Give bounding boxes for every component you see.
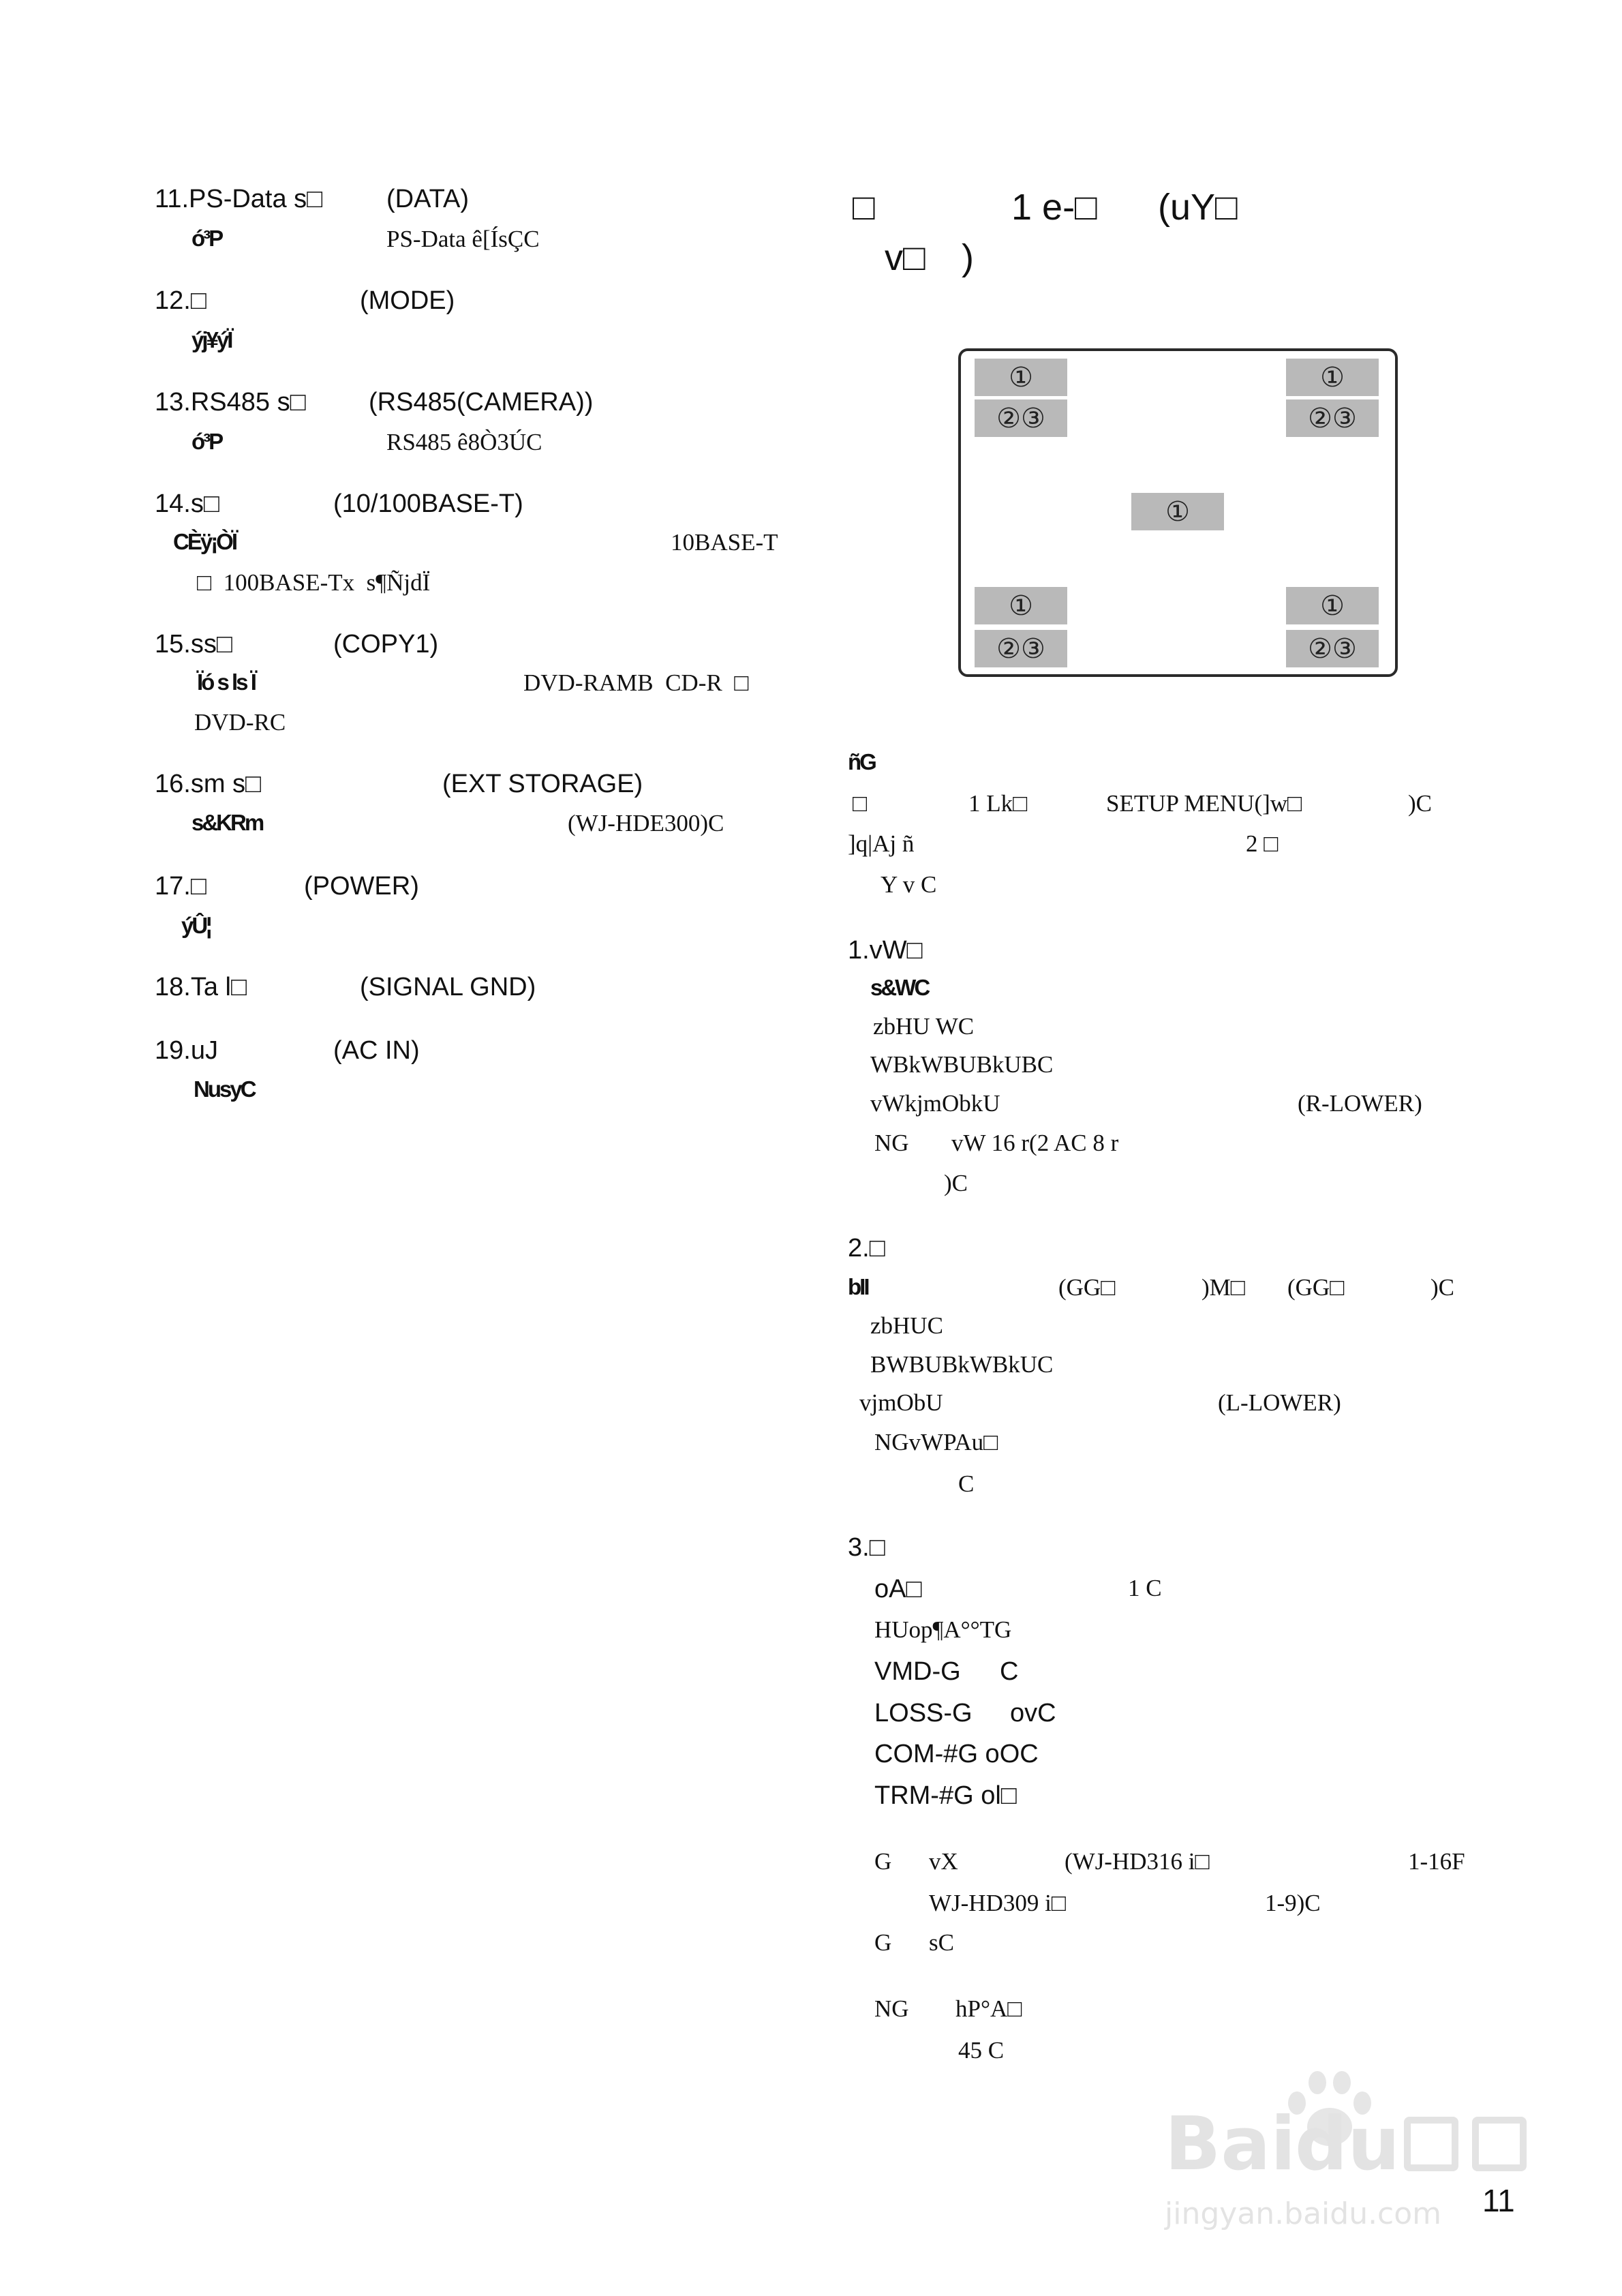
intro-heading: ñG: [848, 749, 875, 774]
item-16-desc: s&KRm: [192, 810, 263, 835]
item-11-heading: 11.PS-Data s□: [155, 185, 323, 213]
item-13-heading: 13.RS485 s□: [155, 388, 306, 417]
top-right-label-23: ②③: [1286, 399, 1379, 437]
trm-item: TRM-#G ol□: [874, 1781, 1017, 1810]
item-18-heading: 18.Ta l□: [155, 973, 247, 1001]
note-1-b: vX: [929, 1848, 958, 1875]
watermark-jingyan-logo: [1404, 2110, 1533, 2178]
section-1-line1: s&WC: [870, 975, 929, 1000]
section-3-line1-b: 1 C: [1128, 1575, 1162, 1601]
bottom-right-label-1: ①: [1286, 587, 1379, 624]
section-2-heading: 2.□: [848, 1234, 885, 1263]
section-1-line6: )C: [944, 1170, 968, 1196]
section-2-line4-a: vjmObU: [859, 1389, 943, 1416]
watermark-brand-a: Bai: [1165, 2102, 1296, 2187]
note-3-b: sC: [929, 1929, 954, 1956]
section-2-line1-a: bII: [848, 1274, 868, 1299]
note-4-b: hP°A□: [955, 1995, 1022, 2022]
intro-line3-b: 2 □: [1246, 830, 1279, 857]
section-3-line1-a: oA□: [874, 1575, 922, 1603]
section-3-heading: 3.□: [848, 1533, 885, 1562]
section-2-line6: C: [958, 1470, 975, 1497]
note-3-a: G: [874, 1929, 892, 1956]
note-1-d: 1-16F: [1408, 1848, 1465, 1875]
top-left-label-23: ②③: [975, 399, 1067, 437]
item-14-desc: CÈÿ¡ÒÏ: [173, 529, 236, 554]
item-15-desc-detail: DVD-RAMB CD-R □: [523, 669, 749, 696]
section-1-line2: zbHU WC: [873, 1013, 975, 1040]
item-15-desc: Ïó s ls Ï: [197, 669, 255, 695]
com-item: COM-#G oOC: [874, 1740, 1039, 1768]
intro-line2-a: □: [853, 790, 868, 817]
intro-line2-d: )C: [1408, 790, 1432, 817]
vmd-item: VMD-G: [874, 1657, 961, 1686]
top-left-label-1: ①: [975, 359, 1067, 396]
note-4-a: NG: [874, 1995, 909, 2022]
bottom-right-label-23: ②③: [1286, 630, 1379, 667]
section-1-line4-b: (R-LOWER): [1298, 1090, 1422, 1117]
watermark-brand-b: du: [1295, 2102, 1401, 2187]
item-11-desc-detail: PS-Data ê[ÍsÇC: [386, 226, 540, 252]
vmd-item-desc: C: [1000, 1657, 1019, 1686]
item-17-heading: 17.□: [155, 872, 206, 901]
section-title-part-b: 1 e-□: [1011, 187, 1097, 228]
item-12-heading: 12.□: [155, 286, 206, 315]
section-2-line3: BWBUBkWBkUC: [870, 1351, 1054, 1378]
top-right-label-1: ①: [1286, 359, 1379, 396]
item-15-tag: (COPY1): [333, 630, 439, 659]
item-13-desc-detail: RS485 ê8Ò3ÚC: [386, 429, 542, 455]
section-2-line1-b: (GG□: [1058, 1274, 1116, 1301]
item-11-tag: (DATA): [386, 185, 470, 213]
note-5: 45 C: [958, 2037, 1005, 2064]
note-1-c: (WJ-HD316 i□: [1065, 1848, 1210, 1875]
item-19-desc: NusyC: [194, 1076, 255, 1102]
item-14-tag: (10/100BASE-T): [333, 489, 523, 518]
item-11-desc: ó³P: [192, 226, 222, 251]
section-title-part-c: (uY□: [1158, 187, 1238, 228]
item-15-desc-line3: DVD-RC: [194, 709, 286, 736]
intro-line3-a: ]q|Aj ñ: [848, 830, 915, 857]
section-2-line1-e: )C: [1430, 1274, 1454, 1301]
section-title-close-paren: ): [962, 237, 974, 278]
section-2-line5: NGvWPAu□: [874, 1429, 998, 1455]
section-2-line2: zbHUC: [870, 1312, 943, 1339]
section-1-line3: WBkWBUBkUBC: [870, 1051, 1054, 1078]
item-19-heading: 19.uJ: [155, 1036, 218, 1065]
loss-item-desc: ovC: [1010, 1699, 1056, 1727]
watermark-url: jingyan.baidu.com: [1165, 2196, 1442, 2231]
note-2-b: 1-9)C: [1265, 1890, 1321, 1916]
section-1-line4-a: vWkjmObkU: [870, 1090, 1000, 1117]
item-17-tag: (POWER): [304, 872, 419, 901]
screen-layout-diagram: [958, 348, 1398, 677]
item-12-tag: (MODE): [360, 286, 455, 315]
section-1-line5-b: vW 16 r(2 AC 8 r: [951, 1130, 1119, 1156]
center-label-1: ①: [1131, 493, 1224, 530]
section-2-line1-c: )M□: [1202, 1274, 1245, 1301]
item-12-desc: ýj¥ýÏ: [192, 327, 232, 352]
item-19-tag: (AC IN): [333, 1036, 420, 1065]
bottom-left-label-1: ①: [975, 587, 1067, 624]
section-2-line1-d: (GG□: [1287, 1274, 1345, 1301]
item-17-desc: ýÛ¦: [181, 913, 211, 938]
intro-line2-b: 1 Lk□: [968, 790, 1028, 817]
section-title-line2: v□: [885, 237, 925, 278]
intro-line4: Y v C: [881, 871, 937, 898]
note-1-a: G: [874, 1848, 892, 1875]
item-15-heading: 15.ss□: [155, 630, 232, 659]
section-1-line5-a: NG: [874, 1130, 909, 1156]
section-title-part-a: □: [853, 187, 875, 228]
item-16-desc-detail: (WJ-HDE300)C: [568, 810, 724, 836]
item-14-heading: 14.s□: [155, 489, 219, 518]
note-2-a: WJ-HD309 i□: [929, 1890, 1066, 1916]
section-1-heading: 1.vW□: [848, 936, 923, 965]
item-16-tag: (EXT STORAGE): [442, 770, 643, 798]
item-14-desc-line3: □ 100BASE-Tx s¶ÑjdÏ: [197, 569, 431, 596]
page-number: 11: [1482, 2183, 1515, 2218]
loss-item: LOSS-G: [874, 1699, 973, 1727]
item-18-tag: (SIGNAL GND): [360, 973, 536, 1001]
item-13-tag: (RS485(CAMERA)): [369, 388, 594, 417]
item-13-desc: ó³P: [192, 429, 222, 454]
intro-line2-c: SETUP MENU(]w□: [1106, 790, 1302, 817]
bottom-left-label-23: ②③: [975, 630, 1067, 667]
item-14-desc-detail: 10BASE-T: [671, 529, 778, 556]
section-3-line2: HUop¶A°°TG: [874, 1616, 1012, 1643]
section-2-line4-b: (L-LOWER): [1218, 1389, 1341, 1416]
item-16-heading: 16.sm s□: [155, 770, 261, 798]
